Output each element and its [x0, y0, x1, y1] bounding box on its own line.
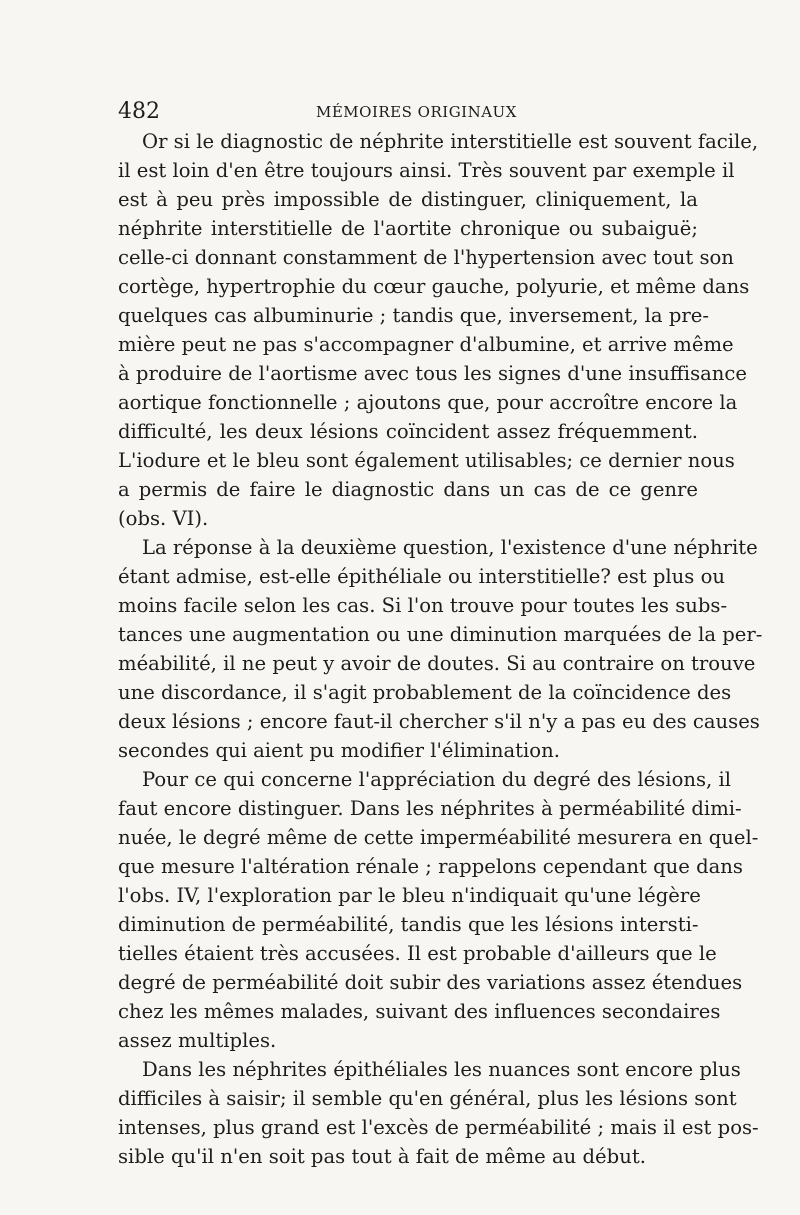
- text-line: secondes qui aient pu modifier l'élimination.: [118, 739, 560, 762]
- text-line: difficiles à saisir; il semble qu'en général, plus les lésions sont: [118, 1087, 737, 1110]
- text-body: [118, 127, 763, 1171]
- text-line: que mesure l'altération rénale ; rappelons cependant que dans: [118, 855, 743, 878]
- paragraph: [118, 533, 763, 765]
- text-line: Dans les néphrites épithéliales les nuances sont encore plus: [142, 1058, 741, 1081]
- text-line: à produire de l'aortisme avec tous les signes d'une insuffisance: [118, 362, 747, 385]
- text-line: l'obs. IV, l'exploration par le bleu n'indiquait qu'une légère: [118, 884, 701, 907]
- text-line: néphrite interstitielle de l'aortite chronique ou subaiguë;: [118, 217, 698, 240]
- text-line: difficulté, les deux lésions coïncident assez fréquemment.: [118, 420, 698, 443]
- text-line: chez les mêmes malades, suivant des influences secondaires: [118, 1000, 721, 1023]
- text-line: degré de perméabilité doit subir des variations assez étendues: [118, 971, 743, 994]
- paragraph: [118, 127, 759, 533]
- text-line: étant admise, est-elle épithéliale ou interstitielle? est plus ou: [118, 565, 725, 588]
- text-line: tielles étaient très accusées. Il est probable d'ailleurs que le: [118, 942, 717, 965]
- text-line: intenses, plus grand est l'excès de perméabilité ; mais il est pos-: [118, 1116, 759, 1139]
- text-line: faut encore distinguer. Dans les néphrites à perméabilité dimi-: [118, 797, 742, 820]
- text-line: mière peut ne pas s'accompagner d'albumine, et arrive même: [118, 333, 734, 356]
- text-line: (obs. VI).: [118, 507, 209, 530]
- text-line: a permis de faire le diagnostic dans un cas de ce genre: [118, 478, 698, 501]
- text-line: quelques cas albuminurie ; tandis que, inversement, la pre-: [118, 304, 709, 327]
- text-line: est à peu près impossible de distinguer, cliniquement, la: [118, 188, 698, 211]
- paragraph: [118, 765, 759, 1055]
- text-line: Or si le diagnostic de néphrite interstitielle est souvent facile,: [142, 130, 759, 153]
- text-line: il est loin d'en être toujours ainsi. Très souvent par exemple il: [118, 159, 735, 182]
- text-line: moins facile selon les cas. Si l'on trouve pour toutes les subs-: [118, 594, 728, 617]
- text-line: cortège, hypertrophie du cœur gauche, polyurie, et même dans: [118, 275, 750, 298]
- text-line: une discordance, il s'agit probablement de la coïncidence des: [118, 681, 732, 704]
- text-line: diminution de perméabilité, tandis que les lésions intersti-: [118, 913, 699, 936]
- running-title: MÉMOIRES ORIGINAUX: [316, 103, 517, 121]
- paragraph: [118, 1055, 759, 1171]
- text-line: aortique fonctionnelle ; ajoutons que, pour accroître encore la: [118, 391, 738, 414]
- page-header: [118, 95, 698, 129]
- text-line: méabilité, il ne peut y avoir de doutes. Si au contraire on trouve: [118, 652, 756, 675]
- text-line: L'iodure et le bleu sont également utilisables; ce dernier nous: [118, 449, 735, 472]
- page-number: 482: [118, 99, 160, 124]
- text-line: Pour ce qui concerne l'appréciation du degré des lésions, il: [142, 768, 732, 791]
- text-line: tances une augmentation ou une diminution marquées de la per-: [118, 623, 763, 646]
- text-line: sible qu'il n'en soit pas tout à fait de même au début.: [118, 1145, 646, 1168]
- text-line: nuée, le degré même de cette imperméabilité mesurera en quel-: [118, 826, 759, 849]
- text-line: assez multiples.: [118, 1029, 277, 1052]
- text-line: La réponse à la deuxième question, l'existence d'une néphrite: [142, 536, 758, 559]
- text-line: celle-ci donnant constamment de l'hypertension avec tout son: [118, 246, 734, 269]
- text-line: deux lésions ; encore faut-il chercher s'il n'y a pas eu des causes: [118, 710, 760, 733]
